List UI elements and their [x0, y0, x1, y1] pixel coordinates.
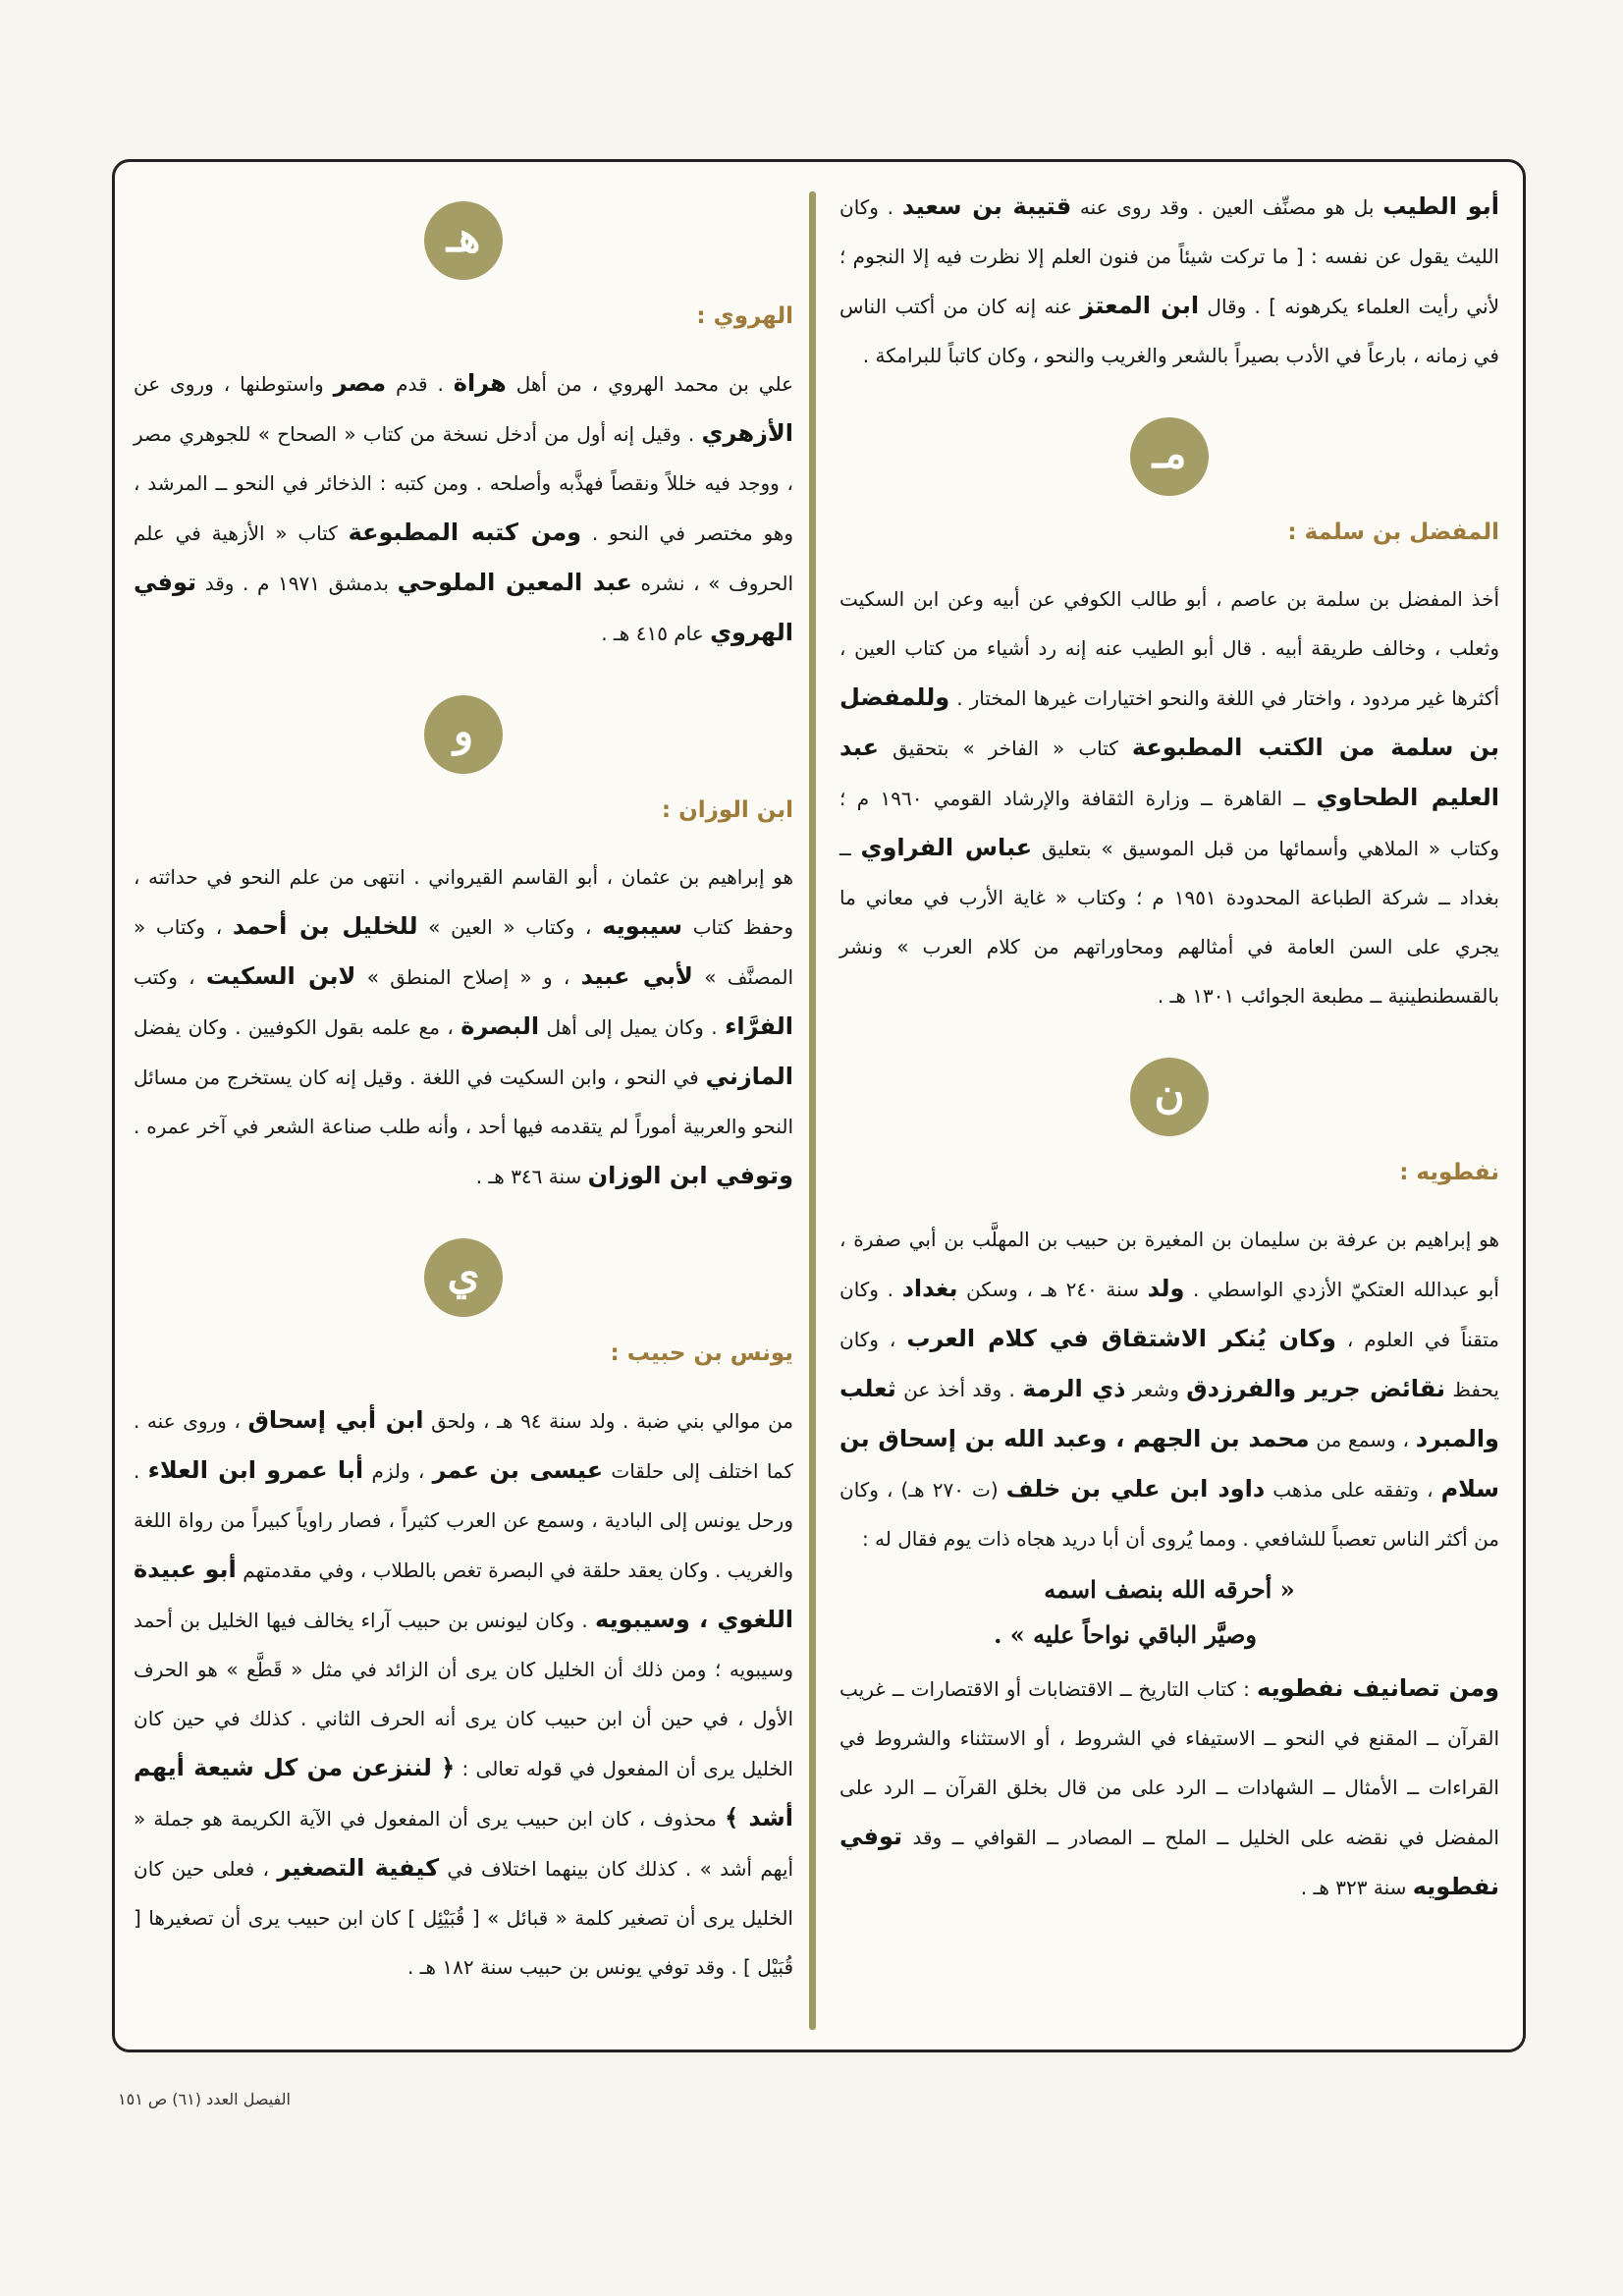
- emphasized-name: ابن المعتز: [1080, 292, 1200, 319]
- text-run: واستوطنها ، وروى عن: [134, 372, 334, 396]
- text-run: عنه إنه كان من أكتب الناس في زمانه ، بارعاً في الأدب بصيراً بالشعر والغريب والنحو ، وكان كاتباً للبرامكة .: [839, 295, 1499, 367]
- text-run: أخذ المفضل بن سلمة بن عاصم ، أبو طالب الكوفي عن أبيه وعن ابن السكيت وثعلب ، وخالف طريقة أبيه . قال أبو الطيب عنه إنه رد أشياء من كتاب العين ، أكثرها غير مردود ، واختار في اللغة والنحو اختيارات غيرها المختار .: [839, 587, 1499, 710]
- text-run: . وقيل إنه أول من أدخل نسخة من كتاب « الصحاح » للجوهري مصر ، ووجد فيه خللاً ونقصاً فهذَّبه وأصلحه . ومن كتبه : الذخائر في النحو ــ المرشد ، وهو مختصر في النحو .: [134, 422, 793, 545]
- emphasized-name: قتيبة بن سعيد: [901, 192, 1072, 220]
- text-run: . وكان ليونس بن حبيب آراء يخالف فيها الخليل بن أحمد وسيبويه ؛ ومن ذلك أن الخليل كان يرى أن الزائد في مثل « قَطَّع » هو الحرف الأول ، في حين أن ابن حبيب كان يرى أنه الحرف الثاني . كذلك في حين كان الخليل يرى أن المفعول في قوله تعالى :: [134, 1609, 793, 1780]
- emphasized-name: نقائض جرير والفرزدق: [1186, 1375, 1446, 1402]
- text-run: ، وكتب: [134, 965, 206, 989]
- emphasized-name: ابن أبي إسحاق: [247, 1406, 424, 1434]
- entry-body-mufaddal: [839, 574, 1499, 1020]
- intro-paragraph: [839, 182, 1499, 380]
- text-run: علي بن محمد الهروي ، من أهل: [506, 372, 793, 396]
- text-run: كتاب « الأزهية في علم الحروف » ، نشره: [134, 521, 793, 595]
- emphasized-name: توفي الهروي: [134, 569, 793, 646]
- emphasized-name: ولد: [1147, 1275, 1185, 1302]
- text-run: ، ولزم: [363, 1459, 433, 1483]
- emphasized-name: عيسى بن عمر: [432, 1456, 604, 1484]
- text-run: ، فعلى حين كان الخليل يرى أن تصغير كلمة « قبائل » [ قُبَيْئِل ] كان ابن حبيب يرى أن تصغيرها [ قُبَيْل ] . وقد توفي يونس بن حبيب سنة ١٨٢ هـ .: [134, 1857, 793, 1979]
- emphasized-name: ﴿ لننزعن من كل شيعة أيهم أشد ﴾: [134, 1754, 794, 1831]
- text-run: ــ بغداد ــ شركة الطباعة المحدودة ١٩٥١ م ؛ وكتاب « غاية الأرب في معاني ما يجري على السن العامة في أمثالهم ومحاوراتهم من كلام العرب » ونشر بالقسطنطينية ــ مطبعة الجوائب ١٣٠١ هـ .: [839, 837, 1499, 1008]
- emphasized-name: هراة: [453, 369, 507, 397]
- text-run: : كتاب التاريخ ــ الاقتضابات أو الاقتصارات ــ غريب القرآن ــ المقنع في النحو ــ الاستيفاء في الشروط ، أو الاستثناء والشروط في القراءات ــ الأمثال ــ الشهادات ــ الرد على من قال بخلق القرآن ــ الرد على المفضل في نقضه على الخليل ــ الملح ــ المصادر ــ القوافي ــ وقد: [839, 1677, 1499, 1849]
- text-run: كتاب « الفاخر » بتحقيق: [879, 737, 1132, 760]
- text-run: هو إبراهيم بن عرفة بن سليمان بن المغيرة بن حبيب بن المهلَّب بن أبي صفرة ، أبو عبدالله العتكيّ الأزدي الواسطي .: [839, 1228, 1499, 1301]
- text-run: من موالي بني ضبة . ولد سنة ٩٤ هـ ، ولحق: [423, 1409, 794, 1433]
- text-run: سنة ٣٤٦ هـ .: [475, 1165, 588, 1188]
- text-run: بل هو مصنِّف العين . وقد روى عنه: [1071, 195, 1383, 219]
- emphasized-name: توفي نفطويه: [839, 1823, 1499, 1900]
- emphasized-name: البصرة: [460, 1012, 540, 1040]
- emphasized-name: ومن تصانيف نفطويه: [1257, 1674, 1499, 1702]
- letter-badge-nun-icon: ن: [1130, 1058, 1209, 1136]
- emphasized-name: محمد بن الجهم ، وعبد الله بن إسحاق بن سلام: [839, 1425, 1500, 1503]
- emphasized-name: وللمفضل بن سلمة من الكتب المطبوعة: [839, 683, 1499, 761]
- text-run: . وكان الليث يقول عن نفسه : [ ما تركت شيئاً من فنون العلم إلا نظرت فيه إلا النجوم ؛ لأني رأيت العلماء يكرهونه ] . وقال: [839, 195, 1499, 318]
- text-run: بدمشق ١٩٧١ م . وقد: [196, 572, 398, 595]
- entry-works-niftawayh: [839, 1664, 1499, 1912]
- emphasized-name: عبد المعين الملوحي: [397, 569, 632, 596]
- letter-badge-ya-icon: ي: [424, 1238, 503, 1317]
- text-run: وشعر: [1125, 1378, 1187, 1401]
- poem-line-2: وصيَّر الباقي نواحاً عليه » .: [994, 1620, 1257, 1649]
- emphasized-name: عباس الفراوي: [860, 834, 1033, 861]
- emphasized-name: بغداد: [901, 1275, 958, 1302]
- page-footer: الفيصل العدد (٦١) ص ١٥١: [118, 2090, 291, 2108]
- text-run: محذوف ، كان ابن حبيب يرى أن المفعول في الآية الكريمة هو جملة « أيهم أشد » . كذلك كان بينهما اختلاف في: [134, 1807, 793, 1881]
- emphasized-name: الفرَّاء: [725, 1012, 794, 1040]
- emphasized-name: لأبي عبيد: [580, 962, 693, 990]
- entry-body-wazzan: [134, 852, 793, 1201]
- entry-title-yunus: يونس بن حبيب :: [610, 1340, 793, 1366]
- letter-badge-mim-icon: مـ: [1130, 417, 1209, 496]
- text-run: . ورحل يونس إلى البادية ، وسمع عن العرب كثيراً ، فصار راوياً كبيراً من رواة اللغة والغريب . وكان يعقد حلقة في البصرة تغص بالطلاب ، وفي مقدمتهم: [134, 1459, 793, 1582]
- text-run: ، وكان يحفظ: [839, 1328, 1499, 1401]
- entry-body-yunus: [134, 1395, 793, 1992]
- entry-title-niftawayh: نفطويه :: [1399, 1160, 1499, 1185]
- entry-title-mufaddal: المفضل بن سلمة :: [1287, 519, 1499, 545]
- text-run: ــ القاهرة ــ وزارة الثقافة والإرشاد القومي ١٩٦٠ م ؛ وكتاب « الملاهي وأسمائها من قبل الموسيق » بتعليق: [839, 787, 1500, 860]
- text-run: . وكان متقناً في العلوم ،: [839, 1278, 1500, 1351]
- text-run: ، و « إصلاح المنطق »: [355, 965, 581, 989]
- text-run: في النحو ، وابن السكيت في اللغة . وقيل إنه كان يستخرج من مسائل النحو والعربية أموراً لم يتقدمه فيها أحد ، وأنه طلب صناعة الشعر في آخر عمره .: [134, 1066, 793, 1138]
- emphasized-name: لابن السكيت: [205, 962, 356, 990]
- text-run: . وقد أخذ عن: [895, 1378, 1023, 1401]
- text-run: . وكان يميل إلى أهل: [539, 1015, 726, 1039]
- emphasized-name: وتوفي ابن الوزان: [587, 1162, 793, 1189]
- text-run: سنة ٢٤٠ هـ ، وسكن: [957, 1278, 1148, 1301]
- text-run: عام ٤١٥ هـ .: [601, 622, 711, 645]
- emphasized-name: سيبويه: [602, 912, 683, 940]
- poem-line-1: « أحرقه الله بنصف اسمه: [1044, 1575, 1295, 1604]
- emphasized-name: ذي الرمة: [1022, 1375, 1126, 1402]
- text-run: ، مع علمه بقول الكوفيين . وكان يفضل: [134, 1015, 461, 1039]
- entry-body-harawi: [134, 358, 793, 658]
- text-run: ، وروى عنه . كما اختلف إلى حلقات: [134, 1409, 793, 1483]
- text-run: ، وسمع من: [1309, 1428, 1416, 1451]
- emphasized-name: عبد العليم الطحاوي: [839, 734, 1499, 811]
- text-run: . قدم: [386, 372, 454, 396]
- column-divider: [809, 191, 816, 2030]
- entry-body-niftawayh: [839, 1215, 1499, 1563]
- entry-title-harawi: الهروي :: [696, 303, 793, 329]
- text-run: هو إبراهيم بن عثمان ، أبو القاسم القيرواني . انتهى من علم النحو في حداثته ، وحفظ كتاب: [134, 865, 793, 939]
- emphasized-name: أبو الطيب: [1382, 192, 1499, 220]
- emphasized-name: المازني: [705, 1063, 793, 1090]
- poem-verse: [839, 1567, 1499, 1658]
- right-column: [839, 182, 1499, 1912]
- emphasized-name: للخليل بن أحمد: [232, 912, 418, 940]
- text-run: ، وكتاب « المصنَّف »: [134, 915, 794, 989]
- emphasized-name: أبو عبيدة اللغوي ، وسيبويه: [134, 1556, 793, 1633]
- text-run: ، وكتاب « العين »: [417, 915, 603, 939]
- emphasized-name: داود ابن علي بن خلف: [1005, 1475, 1266, 1503]
- letter-badge-waw-icon: و: [424, 695, 503, 774]
- text-run: (ت ٢٧٠ هـ) ، وكان من أكثر الناس تعصباً للشافعي . ومما يُروى أن أبا دريد هجاه ذات يوم فقال له :: [839, 1478, 1499, 1551]
- emphasized-name: ثعلب والمبرد: [839, 1375, 1499, 1452]
- emphasized-name: الأزهري: [701, 419, 793, 447]
- emphasized-name: كيفية التصغير: [277, 1854, 440, 1882]
- emphasized-name: وكان يُنكر الاشتقاق في كلام العرب: [906, 1325, 1336, 1352]
- emphasized-name: ومن كتبه المطبوعة: [348, 519, 582, 546]
- emphasized-name: أبا عمرو ابن العلاء: [147, 1456, 364, 1484]
- entry-title-wazzan: ابن الوزان :: [661, 797, 793, 823]
- emphasized-name: مصر: [333, 369, 387, 397]
- text-run: ، وتفقه على مذهب: [1265, 1478, 1441, 1502]
- text-run: سنة ٣٢٣ هـ .: [1300, 1876, 1413, 1899]
- letter-badge-ha-icon: هـ: [424, 201, 503, 280]
- left-column: [134, 201, 793, 1992]
